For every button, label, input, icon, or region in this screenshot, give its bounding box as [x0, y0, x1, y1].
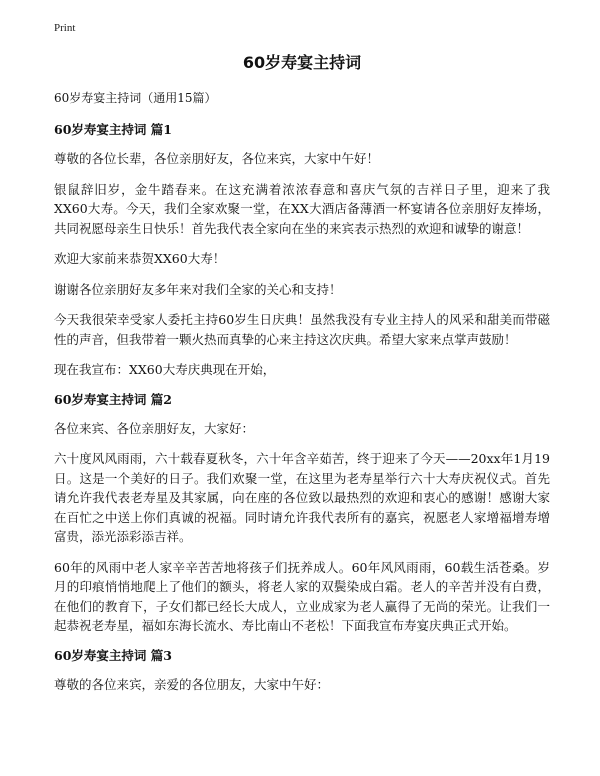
document-subtitle: 60岁寿宴主持词（通用15篇） — [54, 91, 217, 105]
section-heading-2: 60岁寿宴主持词 篇2 — [54, 391, 172, 407]
print-link[interactable]: Print — [54, 22, 76, 34]
paragraph: 谢谢各位亲朋好友多年来对我们全家的关心和支持！ — [54, 281, 342, 297]
paragraph: 尊敬的各位长辈，各位亲朋好友，各位来宾，大家中午好！ — [54, 151, 380, 166]
paragraph: 尊敬的各位来宾，亲爱的各位朋友，大家中午好： — [54, 676, 330, 692]
document-body — [54, 50, 550, 705]
paragraph: 银鼠辞旧岁，金牛踏春来。在这充满着浓浓春意和喜庆气氛的吉祥日子里，迎来了我XX60大寿。今天，我们全家欢聚一堂，在XX大酒店备薄酒一杯宴请各位亲朋好友捧场，共同祝愿母亲生日快乐！首先我代表全家向在坐的来宾表示热烈的欢迎和诚挚的谢意！ — [54, 181, 550, 236]
paragraph: 欢迎大家前来恭贺XX60大寿！ — [54, 251, 226, 266]
paragraph: 六十度风风雨雨，六十载春夏秋冬，六十年含辛茹苦，终于迎来了今天——20xx年1月19日。这是一个美好的日子。我们欢聚一堂，在这里为老寿星举行六十大寿庆祝仪式。首先请允许我代表老寿星及其家属，向在座的各位致以最热烈的欢迎和衷心的感谢！感谢大家在百忙之中送上你们真诚的祝福。同时请允许我代表所有的嘉宾，祝愿老人家增福增寿增富贵，添光添彩添吉祥。 — [54, 451, 550, 544]
paragraph: 60年的风雨中老人家辛辛苦苦地将孩子们抚养成人。60年风风雨雨，60载生活苍桑。岁月的印痕悄悄地爬上了他们的额头，将老人家的双鬓染成白霜。老人的辛苦并没有白费，在他们的教育下，子女们都已经长大成人，立业成家为老人赢得了无尚的荣光。让我们一起恭祝老寿星，福如东海长流水、寿比南山不老松！下面我宣布寿宴庆典正式开始。 — [54, 559, 550, 633]
page-title: 60岁寿宴主持词 — [242, 53, 362, 72]
paragraph: 各位来宾、各位亲朋好友，大家好： — [54, 420, 255, 436]
section-heading-3: 60岁寿宴主持词 篇3 — [54, 647, 172, 663]
paragraph: 今天我很荣幸受家人委托主持60岁生日庆典！虽然我没有专业主持人的风采和甜美而带磁性的声音，但我带着一颗火热而真挚的心来主持这次庆典。希望大家来点掌声鼓励！ — [54, 312, 550, 347]
section-heading-1: 60岁寿宴主持词 篇1 — [54, 122, 172, 137]
paragraph: 现在我宣布：XX60大寿庆典现在开始， — [54, 362, 276, 377]
